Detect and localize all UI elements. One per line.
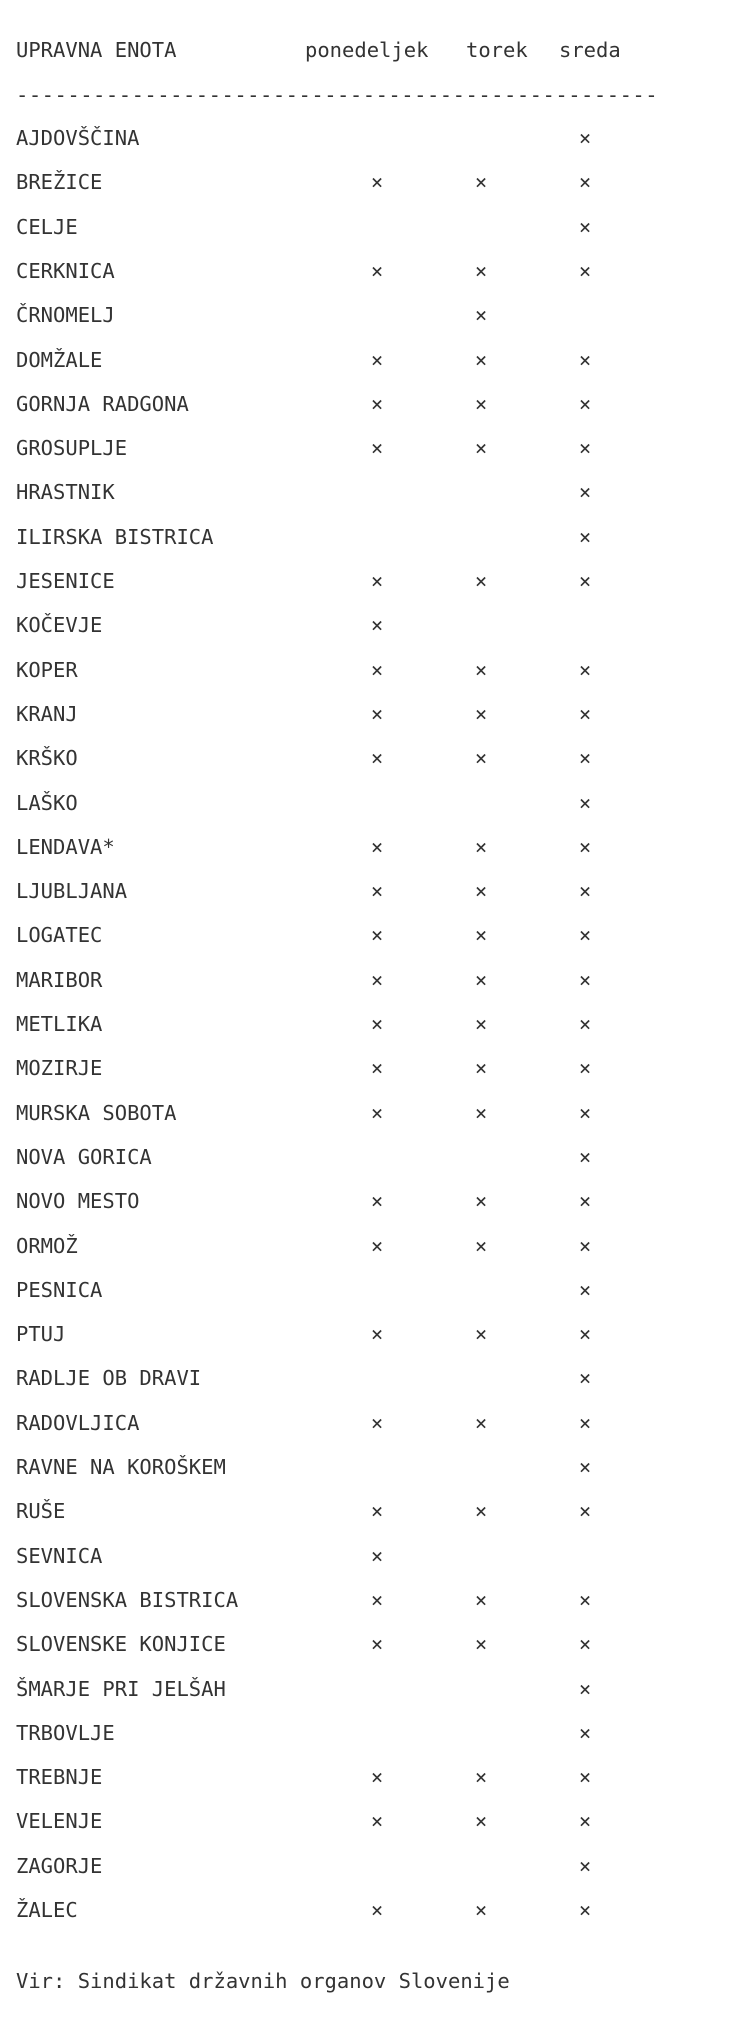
strike-mark-wednesday: × <box>578 480 592 505</box>
header-unit: UPRAVNA ENOTA <box>16 38 177 62</box>
strike-mark-tuesday: × <box>474 1189 488 1214</box>
office-name: RADOVLJICA <box>16 1410 140 1435</box>
strike-mark-monday: × <box>370 1189 384 1214</box>
strike-mark-monday: × <box>370 1233 384 1258</box>
office-name: RADLJE OB DRAVI <box>16 1366 202 1391</box>
strike-mark-monday: × <box>370 1410 384 1435</box>
office-name: CELJE <box>16 214 78 239</box>
table-row <box>0 835 736 879</box>
table-row <box>0 1854 736 1898</box>
table-row <box>0 613 736 657</box>
strike-mark-monday: × <box>370 701 384 726</box>
strike-mark-wednesday: × <box>578 126 592 150</box>
strike-mark-wednesday: × <box>578 1233 592 1258</box>
table-row <box>0 170 736 214</box>
strike-mark-wednesday: × <box>578 1676 592 1701</box>
table-row <box>0 1189 736 1233</box>
table-row <box>0 1012 736 1056</box>
strike-mark-tuesday: × <box>474 701 488 726</box>
table-row <box>0 126 736 170</box>
strike-mark-wednesday: × <box>578 258 592 283</box>
strike-mark-wednesday: × <box>578 657 592 682</box>
office-name: LAŠKO <box>16 790 78 815</box>
strike-mark-tuesday: × <box>474 303 488 328</box>
table-row <box>0 923 736 967</box>
table-row <box>0 1499 736 1543</box>
strike-mark-wednesday: × <box>578 879 592 904</box>
office-name: ZAGORJE <box>16 1853 103 1878</box>
office-name: ORMOŽ <box>16 1233 78 1258</box>
table-row <box>0 1765 736 1809</box>
strike-mark-tuesday: × <box>474 1233 488 1258</box>
office-name: ILIRSKA BISTRICA <box>16 524 214 549</box>
strike-mark-monday: × <box>370 347 384 372</box>
strike-mark-wednesday: × <box>578 790 592 815</box>
office-name: BREŽICE <box>16 170 103 195</box>
strike-mark-wednesday: × <box>578 391 592 416</box>
table-row <box>0 968 736 1012</box>
table-row <box>0 746 736 790</box>
strike-mark-tuesday: × <box>474 879 488 904</box>
strike-mark-wednesday: × <box>578 1853 592 1878</box>
office-name: MARIBOR <box>16 967 103 992</box>
table-row <box>0 1898 736 1942</box>
table-row <box>0 215 736 259</box>
office-name: ŽALEC <box>16 1898 78 1922</box>
office-name: DOMŽALE <box>16 347 103 372</box>
strike-mark-wednesday: × <box>578 701 592 726</box>
office-name: AJDOVŠČINA <box>16 126 140 150</box>
strike-mark-tuesday: × <box>474 1587 488 1612</box>
strike-mark-wednesday: × <box>578 1277 592 1302</box>
strike-mark-tuesday: × <box>474 657 488 682</box>
strike-mark-wednesday: × <box>578 1012 592 1036</box>
office-name: NOVO MESTO <box>16 1189 140 1214</box>
office-name: ŠMARJE PRI JELŠAH <box>16 1676 226 1701</box>
strike-mark-monday: × <box>370 258 384 283</box>
office-name: GROSUPLJE <box>16 436 128 461</box>
office-name: LOGATEC <box>16 923 103 948</box>
strike-mark-wednesday: × <box>578 1455 592 1479</box>
table-row <box>0 480 736 524</box>
strike-mark-wednesday: × <box>578 170 592 195</box>
strike-mark-wednesday: × <box>578 1499 592 1524</box>
strike-mark-wednesday: × <box>578 1720 592 1745</box>
table-row <box>0 1366 736 1410</box>
strike-mark-tuesday: × <box>474 923 488 948</box>
strike-mark-monday: × <box>370 657 384 682</box>
table-row <box>0 392 736 436</box>
header-tuesday: torek <box>466 38 528 62</box>
strike-mark-monday: × <box>370 569 384 593</box>
table-row <box>0 1101 736 1145</box>
office-name: VELENJE <box>16 1809 103 1834</box>
strike-mark-tuesday: × <box>474 569 488 593</box>
office-name: TRBOVLJE <box>16 1720 115 1745</box>
strike-mark-wednesday: × <box>578 1189 592 1214</box>
office-name: CERKNICA <box>16 258 115 283</box>
table-row <box>0 1544 736 1588</box>
separator-line: -------------------------------------------------- <box>16 83 659 107</box>
strike-mark-tuesday: × <box>474 967 488 992</box>
strike-mark-tuesday: × <box>474 834 488 859</box>
strike-mark-tuesday: × <box>474 1632 488 1657</box>
office-name: SLOVENSKE KONJICE <box>16 1632 226 1657</box>
strike-mark-wednesday: × <box>578 746 592 771</box>
table-row <box>0 1145 736 1189</box>
office-name: RUŠE <box>16 1499 66 1524</box>
table-row <box>0 1411 736 1455</box>
header-monday: ponedeljek <box>305 38 429 62</box>
strike-mark-wednesday: × <box>578 569 592 593</box>
strike-mark-monday: × <box>370 746 384 771</box>
strike-mark-monday: × <box>370 1322 384 1347</box>
strike-mark-wednesday: × <box>578 1410 592 1435</box>
strike-mark-monday: × <box>370 923 384 948</box>
strike-mark-monday: × <box>370 1543 384 1568</box>
office-name: MURSKA SOBOTA <box>16 1100 177 1125</box>
strike-mark-tuesday: × <box>474 1499 488 1524</box>
table-row <box>0 348 736 392</box>
strike-mark-monday: × <box>370 1012 384 1036</box>
office-name: KRŠKO <box>16 746 78 771</box>
table-row <box>0 259 736 303</box>
table-row <box>0 1278 736 1322</box>
strike-mark-tuesday: × <box>474 1322 488 1347</box>
strike-mark-wednesday: × <box>578 923 592 948</box>
strike-mark-monday: × <box>370 1499 384 1524</box>
office-name: HRASTNIK <box>16 480 115 505</box>
office-name: TREBNJE <box>16 1765 103 1790</box>
strike-mark-wednesday: × <box>578 524 592 549</box>
strike-mark-wednesday: × <box>578 1056 592 1081</box>
office-name: LJUBLJANA <box>16 879 128 904</box>
office-name: JESENICE <box>16 569 115 593</box>
table-row <box>0 1455 736 1499</box>
office-name: PESNICA <box>16 1277 103 1302</box>
strike-mark-tuesday: × <box>474 347 488 372</box>
header-wednesday: sreda <box>559 38 621 62</box>
strike-mark-monday: × <box>370 391 384 416</box>
strike-mark-wednesday: × <box>578 1632 592 1657</box>
strike-mark-monday: × <box>370 834 384 859</box>
strike-mark-monday: × <box>370 1632 384 1657</box>
strike-mark-wednesday: × <box>578 436 592 461</box>
strike-mark-wednesday: × <box>578 1366 592 1391</box>
table-row <box>0 569 736 613</box>
table-row <box>0 1234 736 1278</box>
strike-mark-wednesday: × <box>578 1587 592 1612</box>
strike-mark-monday: × <box>370 613 384 638</box>
strike-mark-wednesday: × <box>578 214 592 239</box>
office-name: LENDAVA* <box>16 834 115 859</box>
strike-mark-wednesday: × <box>578 1144 592 1169</box>
strike-mark-monday: × <box>370 1587 384 1612</box>
table-row <box>0 1322 736 1366</box>
strike-mark-tuesday: × <box>474 258 488 283</box>
strike-mark-tuesday: × <box>474 746 488 771</box>
table-row <box>0 702 736 746</box>
table-row <box>0 1588 736 1632</box>
strike-mark-wednesday: × <box>578 1809 592 1834</box>
strike-mark-monday: × <box>370 1898 384 1922</box>
office-name: MOZIRJE <box>16 1056 103 1081</box>
table-row <box>0 303 736 347</box>
strike-mark-monday: × <box>370 879 384 904</box>
table-row <box>0 1632 736 1676</box>
table-row <box>0 1056 736 1100</box>
strike-mark-tuesday: × <box>474 1012 488 1036</box>
strike-mark-wednesday: × <box>578 347 592 372</box>
strike-mark-tuesday: × <box>474 1056 488 1081</box>
office-name: RAVNE NA KOROŠKEM <box>16 1455 226 1479</box>
strike-mark-wednesday: × <box>578 1765 592 1790</box>
strike-mark-tuesday: × <box>474 436 488 461</box>
strike-mark-monday: × <box>370 1100 384 1125</box>
strike-mark-tuesday: × <box>474 1809 488 1834</box>
office-name: METLIKA <box>16 1012 103 1036</box>
strike-mark-tuesday: × <box>474 1410 488 1435</box>
strike-mark-tuesday: × <box>474 1898 488 1922</box>
table-row <box>0 1809 736 1853</box>
table-row <box>0 525 736 569</box>
strike-mark-tuesday: × <box>474 1100 488 1125</box>
table-row <box>0 436 736 480</box>
strike-mark-wednesday: × <box>578 967 592 992</box>
table-row <box>0 658 736 702</box>
strike-mark-monday: × <box>370 1809 384 1834</box>
strike-mark-monday: × <box>370 1056 384 1081</box>
office-name: SLOVENSKA BISTRICA <box>16 1587 239 1612</box>
strike-mark-monday: × <box>370 1765 384 1790</box>
strike-mark-tuesday: × <box>474 170 488 195</box>
office-name: NOVA GORICA <box>16 1144 152 1169</box>
strike-mark-monday: × <box>370 170 384 195</box>
table-row <box>0 879 736 923</box>
strike-mark-wednesday: × <box>578 1898 592 1922</box>
table-row <box>0 791 736 835</box>
strike-mark-tuesday: × <box>474 1765 488 1790</box>
office-name: KRANJ <box>16 701 78 726</box>
strike-mark-monday: × <box>370 967 384 992</box>
strike-mark-wednesday: × <box>578 834 592 859</box>
strike-mark-monday: × <box>370 436 384 461</box>
office-name: KOČEVJE <box>16 613 103 638</box>
office-name: PTUJ <box>16 1322 66 1347</box>
source-note: Vir: Sindikat državnih organov Slovenije <box>16 1969 510 1993</box>
office-name: KOPER <box>16 657 78 682</box>
strike-mark-wednesday: × <box>578 1100 592 1125</box>
office-name: GORNJA RADGONA <box>16 391 189 416</box>
table-row <box>0 1677 736 1721</box>
table-row <box>0 1721 736 1765</box>
office-name: ČRNOMELJ <box>16 303 115 328</box>
strike-mark-tuesday: × <box>474 391 488 416</box>
office-name: SEVNICA <box>16 1543 103 1568</box>
strike-mark-wednesday: × <box>578 1322 592 1347</box>
